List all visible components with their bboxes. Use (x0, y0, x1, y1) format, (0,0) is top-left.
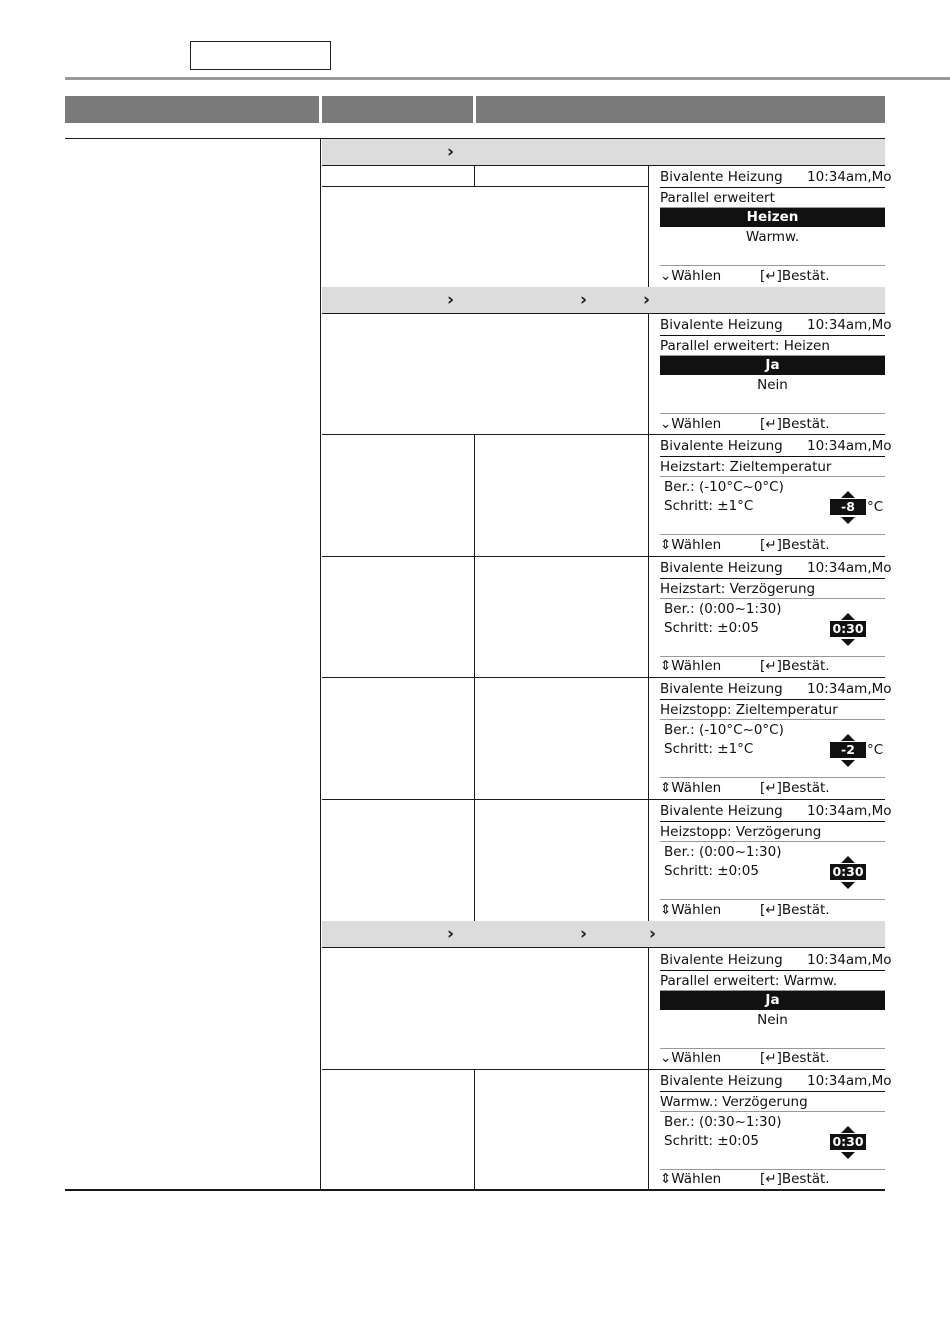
nav-hint-select: ⇕Wählen (660, 1171, 722, 1187)
screen-time: 10:34am,Mo (807, 803, 892, 819)
chevron-right-icon: › (580, 290, 588, 310)
row-rule (322, 165, 885, 166)
value-field[interactable]: 0:30 (830, 621, 866, 637)
arrow-down-icon[interactable] (841, 882, 855, 889)
lcd-screen-heizstart-delay (658, 558, 892, 675)
range-text: Ber.: (0:00~1:30) (664, 601, 782, 617)
screen-title: Bivalente Heizung (660, 803, 783, 819)
screen-time: 10:34am,Mo (807, 952, 892, 968)
menu-option[interactable]: Nein (757, 377, 788, 393)
screen-title: Bivalente Heizung (660, 317, 783, 333)
screen-subtitle: Heizstopp: Verzögerung (660, 824, 822, 840)
nav-hint-select: ⇕Wählen (660, 537, 722, 553)
arrow-up-icon[interactable] (841, 1126, 855, 1133)
divider (660, 1111, 885, 1112)
nav-hint-confirm: [↵]Bestät. (760, 537, 830, 553)
menu-path-bar-1 (322, 139, 885, 165)
value-field[interactable]: 0:30 (830, 864, 866, 880)
screen-subtitle: Heizstopp: Zieltemperatur (660, 702, 838, 718)
unit-label: °C (867, 742, 884, 758)
arrow-down-icon[interactable] (841, 760, 855, 767)
row-rule (322, 556, 885, 557)
lcd-screen-parallel-erweitert (658, 167, 892, 285)
nav-hint-confirm: [↵]Bestät. (760, 658, 830, 674)
cell-divider (474, 1069, 475, 1190)
chevron-right-icon: › (447, 924, 455, 944)
screen-title: Bivalente Heizung (660, 560, 783, 576)
nav-hint-confirm: [↵]Bestät. (760, 268, 830, 284)
row-rule (322, 186, 648, 187)
chevron-right-icon: › (447, 290, 455, 310)
divider (660, 265, 885, 266)
row-rule (322, 313, 885, 314)
cell-divider (648, 313, 649, 921)
step-text: Schritt: ±1°C (664, 498, 754, 514)
cell-divider (474, 165, 475, 186)
chevron-right-icon: › (447, 142, 455, 162)
screen-subtitle: Heizstart: Zieltemperatur (660, 459, 832, 475)
range-text: Ber.: (-10°C~0°C) (664, 479, 784, 495)
lcd-screen-heizstopp-temp (658, 679, 892, 797)
divider (660, 534, 885, 535)
screen-time: 10:34am,Mo (807, 681, 892, 697)
screen-time: 10:34am,Mo (807, 560, 892, 576)
header-label-box (190, 41, 331, 70)
cell-divider (648, 947, 649, 1190)
arrow-up-icon[interactable] (841, 856, 855, 863)
step-text: Schritt: ±0:05 (664, 1133, 759, 1149)
range-text: Ber.: (0:30~1:30) (664, 1114, 782, 1130)
screen-title: Bivalente Heizung (660, 169, 783, 185)
screen-time: 10:34am,Mo (807, 1073, 892, 1089)
menu-option[interactable]: Nein (757, 1012, 788, 1028)
nav-hint-select: ⇕Wählen (660, 658, 722, 674)
column-divider-1 (320, 138, 321, 1190)
lcd-screen-parallel-heizen (658, 315, 892, 433)
lcd-screen-warmw-delay (658, 1071, 892, 1188)
value-field[interactable]: -2 (830, 742, 866, 758)
nav-hint-confirm: [↵]Bestät. (760, 1171, 830, 1187)
table-header-col-3 (476, 96, 885, 123)
nav-hint-confirm: [↵]Bestät. (760, 416, 830, 432)
screen-time: 10:34am,Mo (807, 317, 892, 333)
divider (660, 413, 885, 414)
arrow-down-icon[interactable] (841, 517, 855, 524)
row-rule (322, 799, 885, 800)
screen-subtitle: Parallel erweitert: Heizen (660, 338, 830, 354)
lcd-screen-parallel-warmw (658, 950, 892, 1067)
arrow-down-icon[interactable] (841, 639, 855, 646)
divider (660, 598, 885, 599)
step-text: Schritt: ±0:05 (664, 620, 759, 636)
value-field[interactable]: 0:30 (830, 1134, 866, 1150)
screen-subtitle: Parallel erweitert: Warmw. (660, 973, 838, 989)
nav-hint-select: ⇕Wählen (660, 780, 722, 796)
screen-subtitle: Warmw.: Verzögerung (660, 1094, 808, 1110)
screen-time: 10:34am,Mo (807, 438, 892, 454)
table-header-col-1 (65, 96, 319, 123)
nav-hint-select: ⌄Wählen (660, 416, 722, 432)
nav-hint-select: ⌄Wählen (660, 1050, 722, 1066)
value-field[interactable]: -8 (830, 499, 866, 515)
lcd-screen-heizstart-temp (658, 436, 892, 554)
screen-title: Bivalente Heizung (660, 681, 783, 697)
selected-option[interactable]: Heizen (660, 208, 885, 227)
table-bottom-rule (65, 1189, 885, 1191)
chevron-right-icon: › (649, 924, 657, 944)
arrow-down-icon[interactable] (841, 1152, 855, 1159)
menu-option[interactable]: Warmw. (745, 229, 800, 245)
range-text: Ber.: (-10°C~0°C) (664, 722, 784, 738)
row-rule (322, 947, 885, 948)
screen-title: Bivalente Heizung (660, 438, 783, 454)
nav-hint-select: ⇕Wählen (660, 902, 722, 918)
screen-subtitle: Heizstart: Verzögerung (660, 581, 816, 597)
nav-hint-confirm: [↵]Bestät. (760, 902, 830, 918)
screen-subtitle: Parallel erweitert (660, 190, 775, 206)
divider (660, 841, 885, 842)
nav-hint-confirm: [↵]Bestät. (760, 1050, 830, 1066)
row-rule (322, 1069, 885, 1070)
row-rule (322, 677, 885, 678)
divider (660, 719, 885, 720)
arrow-up-icon[interactable] (841, 613, 855, 620)
selected-option[interactable]: Ja (660, 991, 885, 1010)
chevron-right-icon: › (580, 924, 588, 944)
chevron-right-icon: › (643, 290, 651, 310)
divider (660, 777, 885, 778)
cell-divider (474, 434, 475, 921)
range-text: Ber.: (0:00~1:30) (664, 844, 782, 860)
nav-hint-confirm: [↵]Bestät. (760, 780, 830, 796)
step-text: Schritt: ±0:05 (664, 863, 759, 879)
screen-title: Bivalente Heizung (660, 952, 783, 968)
header-rule (65, 77, 950, 80)
screen-time: 10:34am,Mo (807, 169, 892, 185)
table-header-col-2 (322, 96, 473, 123)
cell-divider (648, 165, 649, 287)
selected-option[interactable]: Ja (660, 356, 885, 375)
unit-label: °C (867, 499, 884, 515)
row-rule (322, 434, 885, 435)
divider (660, 476, 885, 477)
step-text: Schritt: ±1°C (664, 741, 754, 757)
arrow-up-icon[interactable] (841, 491, 855, 498)
lcd-screen-heizstopp-delay (658, 801, 892, 919)
menu-path-bar-2 (322, 287, 885, 313)
menu-path-bar-3 (322, 921, 885, 947)
divider (660, 899, 885, 900)
arrow-up-icon[interactable] (841, 734, 855, 741)
nav-hint-select: ⌄Wählen (660, 268, 722, 284)
screen-title: Bivalente Heizung (660, 1073, 783, 1089)
